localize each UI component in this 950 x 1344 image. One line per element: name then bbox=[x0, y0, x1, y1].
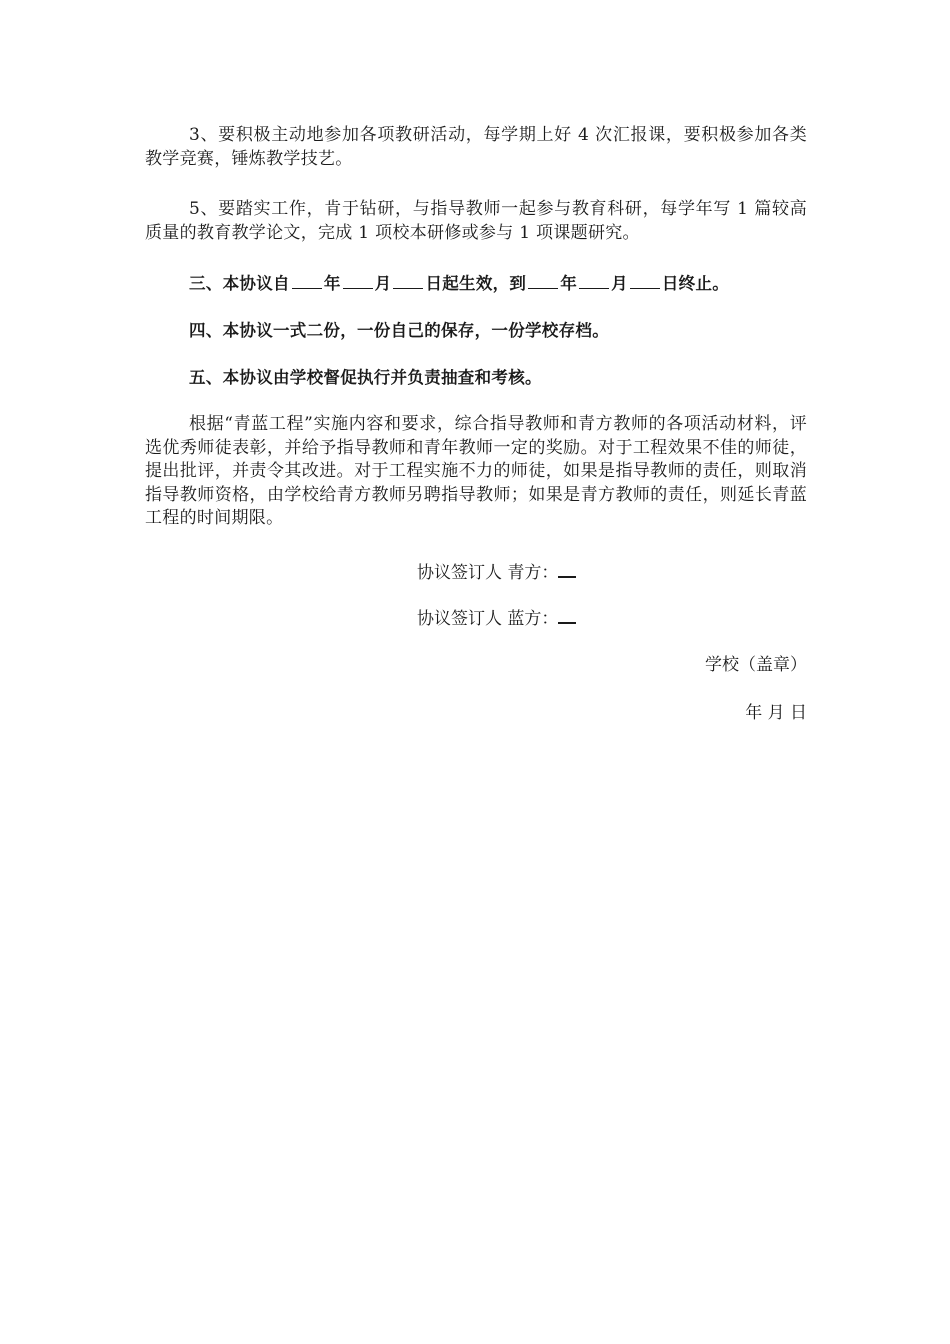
signature-lan-label: 协议签订人 蓝方： bbox=[417, 609, 559, 629]
signature-lan bbox=[417, 607, 576, 631]
signature-qing-blank bbox=[558, 562, 576, 578]
blank-year-start bbox=[292, 274, 322, 289]
closing-paragraph: 根据“青蓝工程”实施内容和要求，综合指导教师和青方教师的各项活动材料，评选优秀师徒表彰，并给予指导教师和青年教师一定的奖励。对于工程效果不佳的师徒，提出批评，并责令其改进。对于工程实施不力的师徒，如果是指导教师的责任，则取消指导教师资格，由学校给青方教师另聘指导教师；如果是青方教师的责任，则延长青蓝工程的时间期限。 bbox=[145, 414, 807, 528]
blank-day-start bbox=[393, 274, 423, 289]
blank-year-end bbox=[528, 274, 558, 289]
effective-day-2: 日终止。 bbox=[661, 274, 730, 293]
signature-qing-label: 协议签订人 青方： bbox=[417, 563, 559, 583]
effective-year-2: 年 bbox=[560, 274, 578, 293]
document-page bbox=[145, 0, 807, 1344]
effective-day-1: 日起生效，到 bbox=[425, 274, 527, 293]
blank-month-end bbox=[579, 274, 609, 289]
signature-date: 年 月 日 bbox=[745, 703, 807, 723]
effective-month-2: 月 bbox=[611, 274, 628, 293]
clause-item-3: 3、要积极主动地参加各项教研活动，每学期上好 4 次汇报课，要积极参加各类教学竞赛，锤炼教学技艺。 bbox=[145, 125, 807, 169]
signature-lan-blank bbox=[558, 608, 576, 624]
effective-month-1: 月 bbox=[374, 274, 392, 293]
section-3-effective-period bbox=[145, 272, 807, 296]
clause-item-5: 5、要踏实工作，肯于钻研，与指导教师一起参与教育科研，每学年写 1 篇较高质量的教育教学论文，完成 1 项校本研修或参与 1 项课题研究。 bbox=[145, 199, 807, 243]
signature-qing bbox=[417, 561, 576, 585]
school-seal: 学校（盖章） bbox=[705, 655, 807, 675]
blank-month-start bbox=[343, 274, 373, 289]
section-4: 四、本协议一式二份，一份自己的保存，一份学校存档。 bbox=[189, 321, 609, 340]
blank-day-end bbox=[630, 274, 660, 289]
effective-year-1: 年 bbox=[323, 274, 341, 293]
effective-prefix: 三、本协议自 bbox=[189, 274, 290, 293]
section-5: 五、本协议由学校督促执行并负责抽查和考核。 bbox=[189, 368, 542, 387]
